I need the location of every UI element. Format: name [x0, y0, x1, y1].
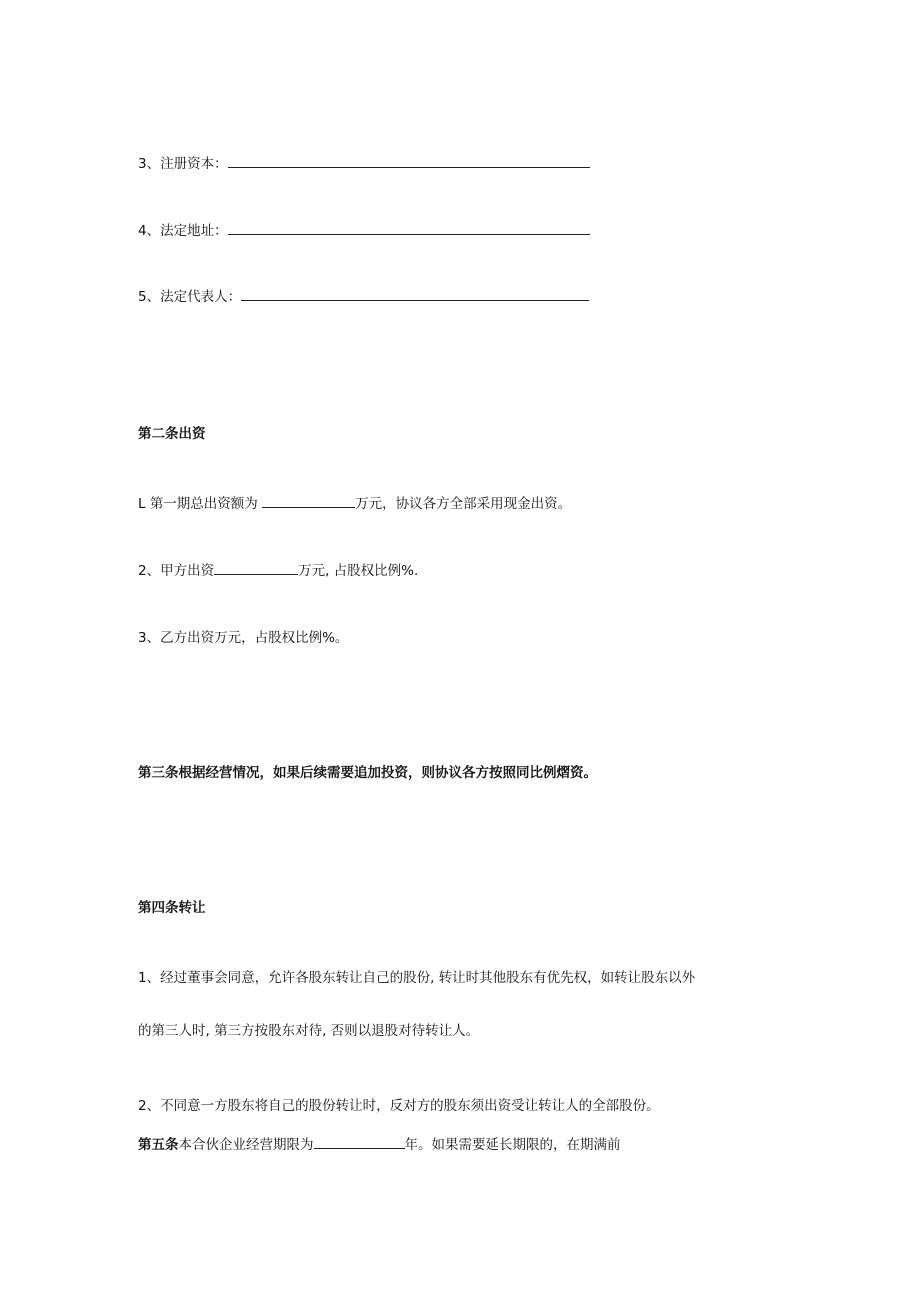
operating-term-blank: [314, 1136, 405, 1149]
article5-line: [138, 1135, 621, 1155]
legal-address-label: 4、法定地址：: [138, 223, 228, 239]
total-investment-blank: [262, 495, 355, 508]
article4-item1-line1: 1、经过董事会同意，允许各股东转让自己的股份, 转让时其他股东有优先权，如转让股东以外: [138, 970, 696, 986]
legal-representative-line: [138, 287, 589, 307]
article2-item2-prefix: 2、甲方出资: [138, 563, 215, 579]
legal-representative-label: 5、法定代表人：: [138, 289, 242, 305]
legal-address-line: [138, 221, 590, 241]
article4-heading: 第四条转让: [138, 900, 206, 916]
legal-representative-blank: [241, 288, 589, 301]
article2-heading: 第二条出资: [138, 426, 206, 442]
article5-prefix: 本合伙企业经营期限为: [178, 1137, 314, 1153]
registered-capital-blank: [228, 155, 590, 168]
registered-capital-label: 3、注册资本：: [138, 156, 228, 172]
article4-item2: 2、不同意一方股东将自己的股份转让时，反对方的股东须出资受让转让人的全部股份。: [138, 1098, 660, 1114]
article2-item2-suffix: 万元, 占股权比例%.: [298, 563, 419, 579]
legal-address-blank: [228, 222, 590, 235]
article2-item1: [138, 494, 571, 514]
article2-item2: [138, 561, 418, 581]
article5-heading: 第五条: [138, 1137, 179, 1153]
article2-item1-suffix: 万元，协议各方全部采用现金出资。: [355, 496, 572, 512]
article2-item1-prefix: L 第一期总出资额为: [138, 496, 258, 512]
article2-item3: 3、乙方出资万元，占股权比例%。: [138, 630, 349, 646]
registered-capital-line: [138, 154, 590, 174]
article3-text: 第三条根据经营情况，如果后续需要追加投资，则协议各方按照同比例熠资。: [138, 765, 597, 781]
article5-suffix: 年。如果需要延长期限的，在期满前: [404, 1137, 621, 1153]
article4-item1-line2: 的第三人时, 第三方按股东对待, 否则以退股对待转让人。: [138, 1023, 480, 1039]
party-a-investment-blank: [214, 562, 298, 575]
